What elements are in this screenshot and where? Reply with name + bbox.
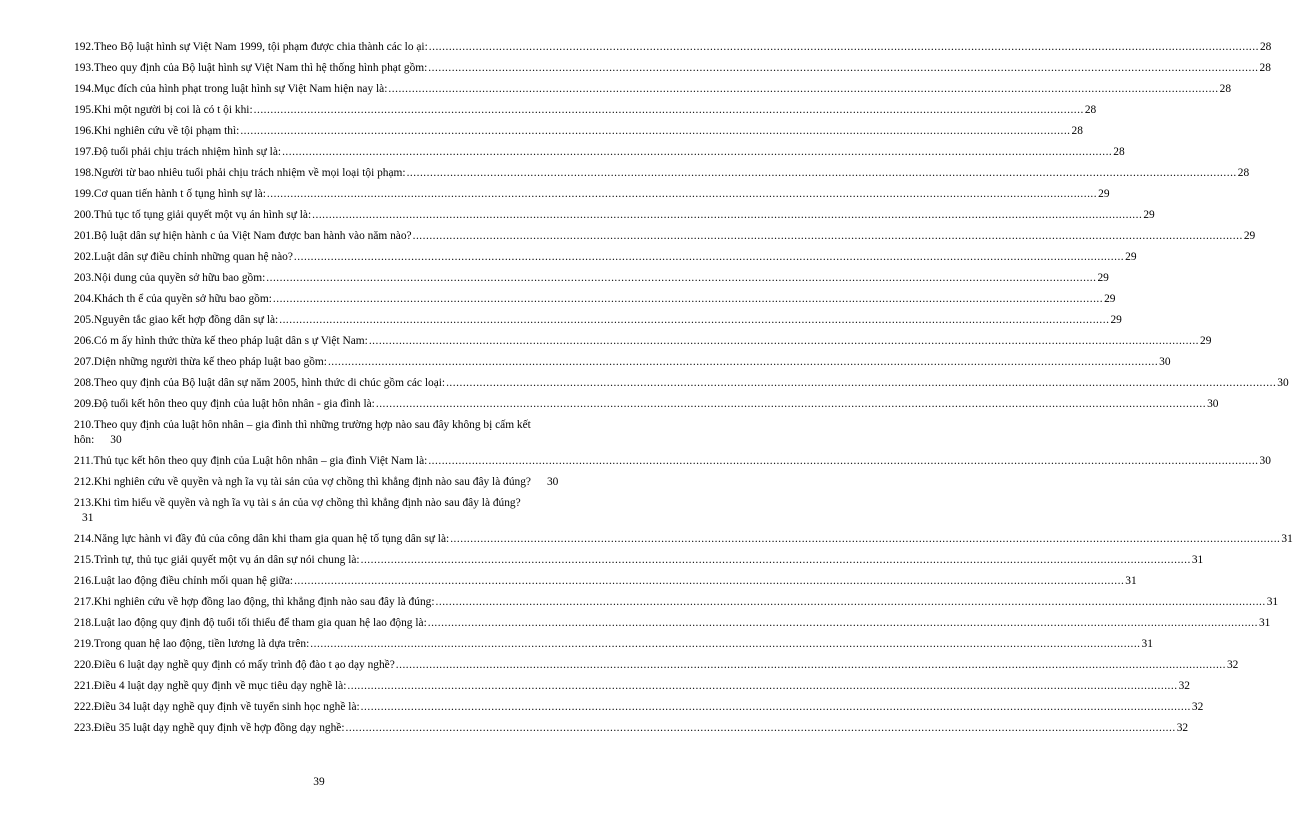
toc-entry-page: 31 — [82, 512, 94, 524]
toc-entry[interactable] — [74, 124, 1083, 139]
toc-entry-title: 208.Theo quy định của Bộ luật dân sự năm 2005, hình thức di chúc gồm các loại: — [74, 377, 446, 389]
toc-entry[interactable] — [74, 103, 1097, 118]
toc-entry[interactable] — [74, 145, 1125, 160]
toc-dot-leader — [347, 679, 1177, 694]
toc-dot-leader — [328, 355, 1158, 370]
toc-entry[interactable] — [74, 355, 1171, 370]
toc-entry-page: 29 — [1110, 314, 1122, 326]
toc-entry-page: 28 — [1084, 104, 1097, 116]
toc-entry-page: 29 — [1200, 335, 1212, 347]
toc-dot-leader — [396, 658, 1226, 673]
toc-dot-leader — [369, 334, 1199, 349]
toc-entry-page: 30 — [546, 476, 559, 488]
toc-entry-page: 31 — [1258, 617, 1271, 629]
toc-entry-page: 32 — [1178, 680, 1190, 692]
toc-entry-title: 197.Độ tuổi phải chịu trách nhiệm hình sự là: — [74, 146, 282, 158]
toc-entry-page: 28 — [1259, 62, 1271, 74]
toc-entry-page: 28 — [1237, 167, 1250, 179]
toc-entry[interactable] — [74, 595, 1279, 610]
toc-entry[interactable] — [74, 616, 1271, 631]
toc-entry-page: 30 — [110, 434, 122, 446]
toc-dot-leader — [282, 145, 1112, 160]
toc-entry-title: 214.Năng lực hành vi đầy đủ của công dân khi tham gia quan hệ tố tụng dân sự là: — [74, 533, 450, 545]
toc-dot-leader — [407, 166, 1237, 181]
toc-dot-leader — [310, 637, 1140, 652]
toc-entry-title: 194.Mục đích của hình phạt trong luật hình sự Việt Nam hiện nay là: — [74, 83, 388, 95]
toc-dot-leader — [273, 292, 1103, 307]
toc-entry-title: 213.Khi tìm hiểu về quyền và ngh ĩa vụ tài s ản của vợ chồng thì khẳng định nào sau đây là đúng? — [74, 497, 521, 509]
toc-entry-title: 201.Bộ luật dân sự hiện hành c ủa Việt Nam được ban hành vào năm nào? — [74, 230, 412, 242]
page-number: 39 — [313, 776, 325, 788]
toc-entry-page: 30 — [1207, 398, 1219, 410]
toc-entry-title: 223.Điều 35 luật dạy nghề quy định về hợp đồng dạy nghề: — [74, 722, 345, 734]
toc-entry[interactable] — [74, 475, 574, 490]
toc-entry[interactable] — [74, 61, 1271, 76]
toc-entry[interactable] — [74, 187, 1110, 202]
toc-entry-title: 205.Nguyên tắc giao kết hợp đồng dân sự là: — [74, 314, 279, 326]
toc-entry[interactable] — [74, 334, 1212, 349]
toc-entry-title: 215.Trình tự, thủ tục giải quyết một vụ án dân sự nói chung là: — [74, 554, 360, 566]
toc-dot-leader — [267, 187, 1097, 202]
table-of-contents — [74, 40, 1293, 742]
toc-entry-title: 220.Điều 6 luật dạy nghề quy định có mấy trình độ đào t ạo dạy nghề? — [74, 659, 395, 671]
toc-entry-page: 29 — [1125, 251, 1137, 263]
toc-entry[interactable] — [74, 271, 1109, 286]
toc-dot-leader — [266, 271, 1096, 286]
toc-entry-page: 29 — [1104, 293, 1116, 305]
toc-dot-leader — [254, 103, 1084, 118]
toc-entry[interactable] — [74, 721, 1189, 736]
toc-entry-title: 204.Khách th ể của quyền sở hữu bao gồm: — [74, 293, 272, 305]
toc-entry[interactable] — [74, 658, 1239, 673]
toc-entry-page: 29 — [1243, 230, 1256, 242]
toc-dot-leader — [428, 616, 1258, 631]
toc-dot-leader — [361, 700, 1191, 715]
toc-entry-page: 29 — [1097, 272, 1109, 284]
toc-entry-title: 195.Khi một người bị coi là có t ội khi: — [74, 104, 253, 116]
toc-entry[interactable] — [74, 292, 1116, 307]
toc-entry[interactable] — [74, 166, 1250, 181]
toc-entry[interactable] — [74, 376, 1289, 391]
toc-entry-title: 216.Luật lao động điều chỉnh mối quan hệ giữa: — [74, 575, 294, 587]
toc-entry-title: 222.Điều 34 luật dạy nghề quy định về tuyển sinh học nghề là: — [74, 701, 360, 713]
toc-dot-leader — [361, 553, 1191, 568]
toc-entry-title: 219.Trong quan hệ lao động, tiền lương là dựa trên: — [74, 638, 310, 650]
toc-dot-leader — [388, 82, 1218, 97]
toc-entry-page: 29 — [1098, 188, 1110, 200]
toc-entry[interactable] — [74, 418, 574, 448]
toc-entry-page: 28 — [1259, 41, 1272, 53]
toc-entry-title: 221.Điều 4 luật dạy nghề quy định về mục tiêu dạy nghề là: — [74, 680, 347, 692]
toc-entry-title: 209.Độ tuổi kết hôn theo quy định của luật hôn nhân - gia đình là: — [74, 398, 375, 410]
toc-entry-page: 31 — [1125, 575, 1137, 587]
toc-entry-page: 29 — [1143, 209, 1155, 221]
toc-entry-title: 203.Nội dung của quyền sở hữu bao gồm: — [74, 272, 266, 284]
toc-entry-page: 32 — [1226, 659, 1239, 671]
toc-entry[interactable] — [74, 532, 1293, 547]
toc-entry[interactable] — [74, 454, 1271, 469]
toc-dot-leader — [450, 532, 1280, 547]
toc-dot-leader — [279, 313, 1109, 328]
toc-entry-page: 28 — [1071, 125, 1083, 137]
toc-entry-page: 32 — [1191, 701, 1204, 713]
toc-entry-title: 200.Thủ tục tố tụng giải quyết một vụ án hình sự là: — [74, 209, 312, 221]
toc-entry[interactable] — [74, 313, 1122, 328]
toc-dot-leader — [428, 61, 1258, 76]
toc-entry-page: 31 — [1281, 533, 1293, 545]
toc-dot-leader — [446, 376, 1276, 391]
toc-dot-leader — [429, 40, 1259, 55]
toc-entry[interactable] — [74, 553, 1204, 568]
toc-dot-leader — [240, 124, 1070, 139]
toc-dot-leader — [346, 721, 1176, 736]
toc-entry-title: 202.Luật dân sự điều chỉnh những quan hệ nào? — [74, 251, 293, 263]
toc-entry[interactable] — [74, 208, 1155, 223]
toc-entry-title: 198.Người từ bao nhiêu tuổi phải chịu trách nhiệm về mọi loại tội phạm: — [74, 167, 406, 179]
toc-entry[interactable] — [74, 700, 1204, 715]
toc-dot-leader — [436, 595, 1266, 610]
toc-dot-leader — [294, 574, 1124, 589]
toc-dot-leader — [294, 250, 1124, 265]
toc-entry-title: 207.Diện những người thừa kế theo pháp luật bao gồm: — [74, 356, 327, 368]
toc-entry-title: 212.Khi nghiên cứu về quyền và ngh ĩa vụ tài sản của vợ chồng thì khẳng định nào sau đây là đúng? — [74, 476, 531, 488]
toc-entry-page: 28 — [1113, 146, 1125, 158]
toc-entry-title: 217.Khi nghiên cứu về hợp đồng lao động, thì khẳng định nào sau đây là đúng: — [74, 596, 435, 608]
toc-entry-title: 192.Theo Bộ luật hình sự Việt Nam 1999, tội phạm được chia thành các lo ại: — [74, 41, 428, 53]
toc-dot-leader — [376, 397, 1206, 412]
toc-dot-leader — [428, 454, 1258, 469]
toc-entry-page: 31 — [1266, 596, 1279, 608]
toc-entry[interactable] — [74, 40, 1272, 55]
toc-entry-page: 31 — [1141, 638, 1153, 650]
toc-entry-title: 206.Có m ấy hình thức thừa kế theo pháp luật dân s ự Việt Nam: — [74, 335, 368, 347]
toc-entry-page: 31 — [1191, 554, 1204, 566]
toc-entry[interactable] — [74, 250, 1137, 265]
toc-entry[interactable] — [74, 637, 1153, 652]
toc-dot-leader — [413, 229, 1243, 244]
toc-entry[interactable] — [74, 679, 1190, 694]
toc-entry-page: 30 — [1159, 356, 1171, 368]
toc-entry[interactable] — [74, 574, 1137, 589]
toc-entry[interactable] — [74, 496, 574, 526]
toc-entry-page: 30 — [1277, 377, 1289, 389]
toc-entry-title: 210.Theo quy định của luật hôn nhân – gia đình thì những trường hợp nào sau đây không bị cấm kết hôn: — [74, 419, 531, 446]
toc-entry-page: 28 — [1219, 83, 1232, 95]
toc-entry-title: 218.Luật lao động quy định độ tuổi tối thiểu để tham gia quan hệ lao động là: — [74, 617, 427, 629]
toc-entry[interactable] — [74, 397, 1219, 412]
toc-dot-leader — [312, 208, 1142, 223]
toc-entry[interactable] — [74, 229, 1256, 244]
toc-entry-page: 30 — [1259, 455, 1271, 467]
toc-entry-title: 196.Khi nghiên cứu về tội phạm thì: — [74, 125, 240, 137]
toc-entry[interactable] — [74, 82, 1232, 97]
toc-entry-title: 199.Cơ quan tiến hành t ố tụng hình sự là: — [74, 188, 266, 200]
toc-entry-title: 193.Theo quy định của Bộ luật hình sự Việt Nam thì hệ thống hình phạt gồm: — [74, 62, 428, 74]
toc-entry-title: 211.Thủ tục kết hôn theo quy định của Luật hôn nhân – gia đình Việt Nam là: — [74, 455, 428, 467]
toc-entry-page: 32 — [1176, 722, 1189, 734]
